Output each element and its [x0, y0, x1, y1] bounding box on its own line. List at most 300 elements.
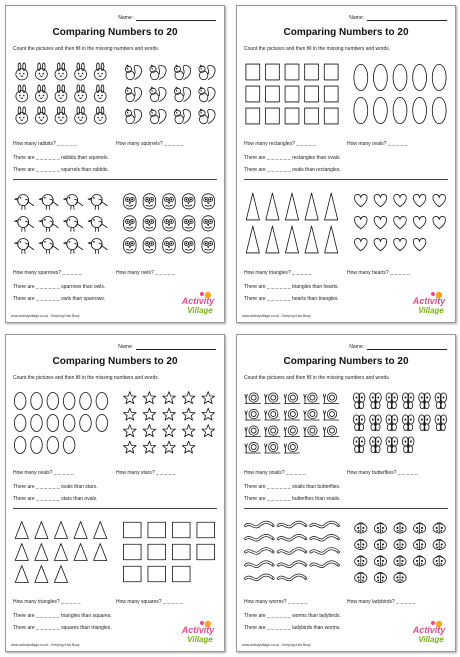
name-line[interactable] — [136, 15, 216, 21]
butterfly-icon — [402, 393, 414, 409]
oval-icon — [47, 436, 59, 453]
triangle-icon — [54, 566, 67, 583]
rabbit-icon — [55, 63, 67, 80]
ladybird-icon — [374, 556, 386, 566]
oval-icon — [354, 97, 368, 123]
oval-icon — [47, 392, 59, 409]
star-icon — [143, 441, 156, 453]
star-icon — [123, 408, 136, 420]
bird-icon — [64, 239, 83, 254]
question-right: How many ovals? _ _ _ _ _ — [347, 141, 408, 147]
oval-icon — [393, 64, 407, 90]
name-field[interactable] — [118, 344, 216, 350]
oval-icon — [96, 392, 108, 409]
worm-icon — [246, 535, 273, 540]
heart-icon — [413, 216, 426, 228]
squirrel-icon — [199, 87, 215, 102]
squirrel-icon — [150, 109, 166, 124]
snail-icon — [284, 442, 299, 453]
square-icon — [197, 544, 215, 560]
question-right: How many hearts? _ _ _ _ _ — [347, 270, 410, 276]
compare-line-4: There are _ _ _ _ _ _ ladybirds than worms. — [244, 625, 341, 631]
heart-icon — [433, 194, 446, 206]
worm-icon — [311, 522, 338, 527]
logo-word-2: Village — [418, 635, 444, 644]
square-icon — [123, 544, 141, 560]
picture-group-2 — [243, 188, 449, 258]
name-line[interactable] — [367, 15, 447, 21]
logo-word-2: Village — [187, 635, 213, 644]
ladybird-icon — [374, 572, 386, 582]
oval-icon — [31, 414, 43, 431]
square-icon — [123, 522, 141, 538]
rabbit-icon — [75, 85, 87, 102]
question-left: How many rectangles? _ _ _ _ _ — [244, 141, 316, 147]
activity-village-logo — [178, 619, 218, 645]
worksheet-title: Comparing Numbers to 20 — [283, 356, 409, 367]
butterfly-icon — [419, 393, 431, 409]
ladybird-icon — [374, 539, 386, 549]
snail-icon — [245, 393, 260, 404]
footer-url: www.activityvillage.co.uk - Keeping Kids Busy — [11, 314, 80, 318]
triangle-icon — [285, 226, 298, 253]
squirrel-icon — [174, 109, 190, 124]
question-right: How many butterflies? _ _ _ _ _ — [347, 470, 418, 476]
snail-icon — [323, 409, 338, 420]
compare-line-1: There are _ _ _ _ _ _ rabbits than squirrels. — [13, 155, 109, 161]
rabbit-icon — [16, 85, 28, 102]
bird-icon — [15, 217, 34, 232]
worm-icon — [246, 562, 273, 567]
owl-icon — [182, 238, 195, 253]
logo-word-1: Activity — [412, 296, 446, 306]
picture-group-2 — [243, 517, 449, 587]
butterfly-icon — [353, 437, 365, 453]
question-left: How many triangles? _ _ _ _ _ — [13, 599, 81, 605]
owl-icon — [163, 194, 176, 209]
triangle-icon — [94, 544, 107, 561]
square-icon — [148, 566, 166, 582]
compare-line-3: There are _ _ _ _ _ _ triangles than hearts. — [244, 284, 339, 290]
rabbit-icon — [16, 107, 28, 124]
oval-icon — [80, 392, 92, 409]
butterfly-icon — [386, 393, 398, 409]
oval-icon — [14, 414, 26, 431]
owl-icon — [202, 238, 215, 253]
heart-icon — [354, 194, 367, 206]
star-icon — [182, 441, 195, 453]
name-label: Name: — [118, 15, 133, 21]
owl-icon — [163, 216, 176, 231]
oval-icon — [432, 64, 446, 90]
rabbit-icon — [55, 85, 67, 102]
oval-icon — [63, 392, 75, 409]
owl-icon — [143, 194, 156, 209]
square-icon — [123, 566, 141, 582]
triangle-icon — [15, 522, 28, 539]
butterfly-icon — [370, 393, 382, 409]
butterfly-icon — [386, 437, 398, 453]
activity-village-logo — [409, 619, 449, 645]
picture-area-1 — [243, 59, 449, 129]
snail-icon — [284, 426, 299, 437]
rabbit-icon — [55, 107, 67, 124]
square-icon — [197, 522, 215, 538]
rectangle-icon — [324, 108, 338, 124]
name-label: Name: — [118, 344, 133, 350]
compare-line-4: There are _ _ _ _ _ _ hearts than triangles. — [244, 296, 339, 302]
ladybird-icon — [433, 539, 445, 549]
snail-icon — [245, 426, 260, 437]
oval-icon — [354, 64, 368, 90]
question-right: How many squirrels? _ _ _ _ _ — [116, 141, 184, 147]
rabbit-icon — [35, 63, 47, 80]
heart-icon — [354, 238, 367, 250]
squirrel-icon — [150, 87, 166, 102]
triangle-icon — [35, 566, 48, 583]
owl-icon — [163, 238, 176, 253]
triangle-icon — [266, 226, 279, 253]
snail-icon — [323, 426, 338, 437]
star-icon — [182, 408, 195, 420]
triangle-icon — [285, 193, 298, 220]
ladybird-icon — [374, 523, 386, 533]
heart-icon — [433, 216, 446, 228]
oval-icon — [47, 414, 59, 431]
name-field[interactable] — [349, 344, 447, 350]
worm-icon — [311, 535, 338, 540]
butterfly-icon — [370, 437, 382, 453]
snail-icon — [304, 426, 319, 437]
star-icon — [163, 392, 176, 404]
triangle-icon — [35, 522, 48, 539]
picture-group-2 — [12, 188, 218, 258]
ladybird-icon — [394, 523, 406, 533]
triangle-icon — [325, 226, 338, 253]
ladybird-icon — [413, 556, 425, 566]
picture-area-1 — [12, 59, 218, 129]
rectangle-icon — [305, 64, 319, 80]
question-right: How many owls? _ _ _ _ _ — [116, 270, 175, 276]
square-icon — [148, 522, 166, 538]
logo-word-1: Activity — [412, 625, 446, 635]
bird-icon — [39, 239, 58, 254]
compare-line-2: There are _ _ _ _ _ _ ovals than rectangles. — [244, 167, 341, 173]
rabbit-icon — [35, 107, 47, 124]
bird-icon — [88, 195, 107, 210]
heart-icon — [374, 194, 387, 206]
worm-icon — [278, 535, 305, 540]
oval-icon — [393, 97, 407, 123]
heart-icon — [413, 238, 426, 250]
picture-group-1 — [12, 388, 218, 458]
rabbit-icon — [75, 107, 87, 124]
compare-line-3: There are _ _ _ _ _ _ sparrows than owls. — [13, 284, 106, 290]
oval-icon — [96, 414, 108, 431]
star-icon — [163, 408, 176, 420]
oval-icon — [14, 436, 26, 453]
instructions: Count the pictures and then fill in the missing numbers and words. — [13, 375, 160, 381]
heart-icon — [374, 216, 387, 228]
triangle-icon — [266, 193, 279, 220]
picture-group-1 — [12, 59, 218, 129]
butterfly-icon — [386, 415, 398, 431]
rabbit-icon — [75, 63, 87, 80]
question-left: How many snails? _ _ _ _ _ — [244, 470, 306, 476]
name-field[interactable] — [349, 15, 447, 21]
question-left: How many ovals? _ _ _ _ _ — [13, 470, 74, 476]
picture-group-1 — [243, 388, 449, 458]
owl-icon — [124, 194, 137, 209]
section-divider — [13, 179, 217, 180]
squirrel-icon — [125, 65, 141, 80]
picture-area-2 — [12, 188, 218, 258]
picture-area-1 — [12, 388, 218, 458]
triangle-icon — [305, 193, 318, 220]
rectangle-icon — [265, 108, 279, 124]
owl-icon — [182, 216, 195, 231]
butterfly-icon — [419, 415, 431, 431]
star-icon — [182, 392, 195, 404]
square-icon — [172, 522, 190, 538]
logo-word-1: Activity — [181, 625, 215, 635]
worksheet-2 — [236, 5, 456, 323]
oval-icon — [63, 414, 75, 431]
bird-icon — [15, 239, 34, 254]
butterfly-icon — [402, 437, 414, 453]
butterfly-icon — [370, 415, 382, 431]
rectangle-icon — [246, 86, 260, 102]
star-icon — [123, 441, 136, 453]
compare-line-2: There are _ _ _ _ _ _ butterflies than snails. — [244, 496, 341, 502]
square-icon — [172, 566, 190, 582]
worksheet-3 — [5, 334, 225, 652]
bird-icon — [39, 217, 58, 232]
snail-icon — [245, 409, 260, 420]
question-left: How many triangles? _ _ _ _ _ — [244, 270, 312, 276]
activity-village-logo — [409, 290, 449, 316]
picture-group-2 — [12, 517, 218, 587]
name-line[interactable] — [367, 344, 447, 350]
oval-icon — [432, 97, 446, 123]
triangle-icon — [74, 522, 87, 539]
ladybird-icon — [394, 539, 406, 549]
rectangle-icon — [324, 64, 338, 80]
footer-url: www.activityvillage.co.uk - Keeping Kids Busy — [242, 643, 311, 647]
triangle-icon — [15, 544, 28, 561]
snail-icon — [245, 442, 260, 453]
star-icon — [163, 441, 176, 453]
owl-icon — [143, 238, 156, 253]
oval-icon — [413, 97, 427, 123]
worm-icon — [278, 522, 305, 527]
picture-group-1 — [243, 59, 449, 129]
rectangle-icon — [246, 64, 260, 80]
triangle-icon — [94, 522, 107, 539]
worksheet-title: Comparing Numbers to 20 — [52, 27, 178, 38]
name-label: Name: — [349, 15, 364, 21]
worm-icon — [246, 522, 273, 527]
name-field[interactable] — [118, 15, 216, 21]
rabbit-icon — [94, 63, 106, 80]
section-divider — [244, 508, 448, 509]
rectangle-icon — [305, 108, 319, 124]
star-icon — [143, 425, 156, 437]
rabbit-icon — [94, 107, 106, 124]
heart-icon — [374, 238, 387, 250]
compare-line-1: There are _ _ _ _ _ _ ovals than stars. — [13, 484, 98, 490]
snail-icon — [284, 409, 299, 420]
oval-icon — [14, 392, 26, 409]
rectangle-icon — [265, 86, 279, 102]
star-icon — [163, 425, 176, 437]
ladybird-icon — [355, 523, 367, 533]
logo-word-1: Activity — [181, 296, 215, 306]
squirrel-icon — [174, 65, 190, 80]
ladybird-icon — [394, 556, 406, 566]
rabbit-icon — [16, 63, 28, 80]
instructions: Count the pictures and then fill in the missing numbers and words. — [244, 46, 391, 52]
footer-url: www.activityvillage.co.uk - Keeping Kids Busy — [11, 643, 80, 647]
worksheet-title: Comparing Numbers to 20 — [283, 27, 409, 38]
footer-url: www.activityvillage.co.uk - Keeping Kids Busy — [242, 314, 311, 318]
square-icon — [148, 544, 166, 560]
triangle-icon — [305, 226, 318, 253]
triangle-icon — [246, 193, 259, 220]
owl-icon — [124, 238, 137, 253]
butterfly-icon — [353, 415, 365, 431]
owl-icon — [202, 216, 215, 231]
star-icon — [202, 425, 215, 437]
worksheet-4 — [236, 334, 456, 652]
oval-icon — [63, 436, 75, 453]
owl-icon — [143, 216, 156, 231]
butterfly-icon — [435, 393, 447, 409]
square-icon — [172, 544, 190, 560]
question-left: How many sparrows? _ _ _ _ _ — [13, 270, 82, 276]
triangle-icon — [74, 544, 87, 561]
snail-icon — [304, 409, 319, 420]
worksheet-1 — [5, 5, 225, 323]
heart-icon — [394, 216, 407, 228]
rabbit-icon — [35, 85, 47, 102]
compare-line-1: There are _ _ _ _ _ _ rectangles than ovals. — [244, 155, 341, 161]
compare-line-2: There are _ _ _ _ _ _ squirrels than rabbits. — [13, 167, 109, 173]
butterfly-icon — [435, 415, 447, 431]
bird-icon — [88, 239, 107, 254]
compare-line-4: There are _ _ _ _ _ _ owls than sparrows. — [13, 296, 106, 302]
heart-icon — [394, 194, 407, 206]
rabbit-icon — [94, 85, 106, 102]
snail-icon — [304, 393, 319, 404]
snail-icon — [265, 393, 280, 404]
oval-icon — [80, 414, 92, 431]
worm-icon — [246, 549, 273, 554]
owl-icon — [202, 194, 215, 209]
rectangle-icon — [305, 86, 319, 102]
picture-area-2 — [243, 517, 449, 587]
name-line[interactable] — [136, 344, 216, 350]
worm-icon — [278, 575, 305, 580]
rectangle-icon — [324, 86, 338, 102]
name-label: Name: — [349, 344, 364, 350]
worm-icon — [278, 562, 305, 567]
bird-icon — [64, 217, 83, 232]
ladybird-icon — [355, 556, 367, 566]
bird-icon — [15, 195, 34, 210]
oval-icon — [373, 64, 387, 90]
triangle-icon — [54, 522, 67, 539]
logo-word-2: Village — [187, 306, 213, 315]
owl-icon — [124, 216, 137, 231]
ladybird-icon — [433, 556, 445, 566]
instructions: Count the pictures and then fill in the missing numbers and words. — [244, 375, 391, 381]
squirrel-icon — [174, 87, 190, 102]
rectangle-icon — [285, 108, 299, 124]
oval-icon — [31, 392, 43, 409]
compare-line-3: There are _ _ _ _ _ _ worms than ladybirds. — [244, 613, 341, 619]
ladybird-icon — [413, 523, 425, 533]
question-right: How many stars? _ _ _ _ _ — [116, 470, 176, 476]
worm-icon — [311, 562, 338, 567]
oval-icon — [31, 436, 43, 453]
question-left: How many worms? _ _ _ _ _ — [244, 599, 308, 605]
compare-line-1: There are _ _ _ _ _ _ snails than butterflies. — [244, 484, 341, 490]
star-icon — [123, 425, 136, 437]
compare-line-4: There are _ _ _ _ _ _ squares than triangles. — [13, 625, 112, 631]
bird-icon — [39, 195, 58, 210]
picture-area-2 — [243, 188, 449, 258]
oval-icon — [373, 97, 387, 123]
star-icon — [202, 408, 215, 420]
triangle-icon — [325, 193, 338, 220]
question-left: How many rabbits? _ _ _ _ _ — [13, 141, 77, 147]
picture-area-1 — [243, 388, 449, 458]
squirrel-icon — [199, 65, 215, 80]
butterfly-icon — [402, 415, 414, 431]
section-divider — [244, 179, 448, 180]
logo-word-2: Village — [418, 306, 444, 315]
worm-icon — [246, 575, 273, 580]
worm-icon — [311, 549, 338, 554]
star-icon — [123, 392, 136, 404]
heart-icon — [394, 238, 407, 250]
snail-icon — [265, 409, 280, 420]
oval-icon — [413, 64, 427, 90]
worm-icon — [278, 549, 305, 554]
compare-line-2: There are _ _ _ _ _ _ stars than ovals. — [13, 496, 98, 502]
picture-area-2 — [12, 517, 218, 587]
triangle-icon — [15, 566, 28, 583]
squirrel-icon — [125, 109, 141, 124]
rectangle-icon — [285, 86, 299, 102]
ladybird-icon — [394, 572, 406, 582]
squirrel-icon — [199, 109, 215, 124]
star-icon — [202, 392, 215, 404]
bird-icon — [64, 195, 83, 210]
compare-line-3: There are _ _ _ _ _ _ triangles than squares. — [13, 613, 112, 619]
question-right: How many squares? _ _ _ _ _ — [116, 599, 183, 605]
heart-icon — [354, 216, 367, 228]
snail-icon — [265, 442, 280, 453]
worksheet-title: Comparing Numbers to 20 — [52, 356, 178, 367]
question-right: How many ladybirds? _ _ _ _ _ — [347, 599, 416, 605]
snail-icon — [284, 393, 299, 404]
ladybird-icon — [413, 539, 425, 549]
heart-icon — [413, 194, 426, 206]
squirrel-icon — [150, 65, 166, 80]
triangle-icon — [54, 544, 67, 561]
